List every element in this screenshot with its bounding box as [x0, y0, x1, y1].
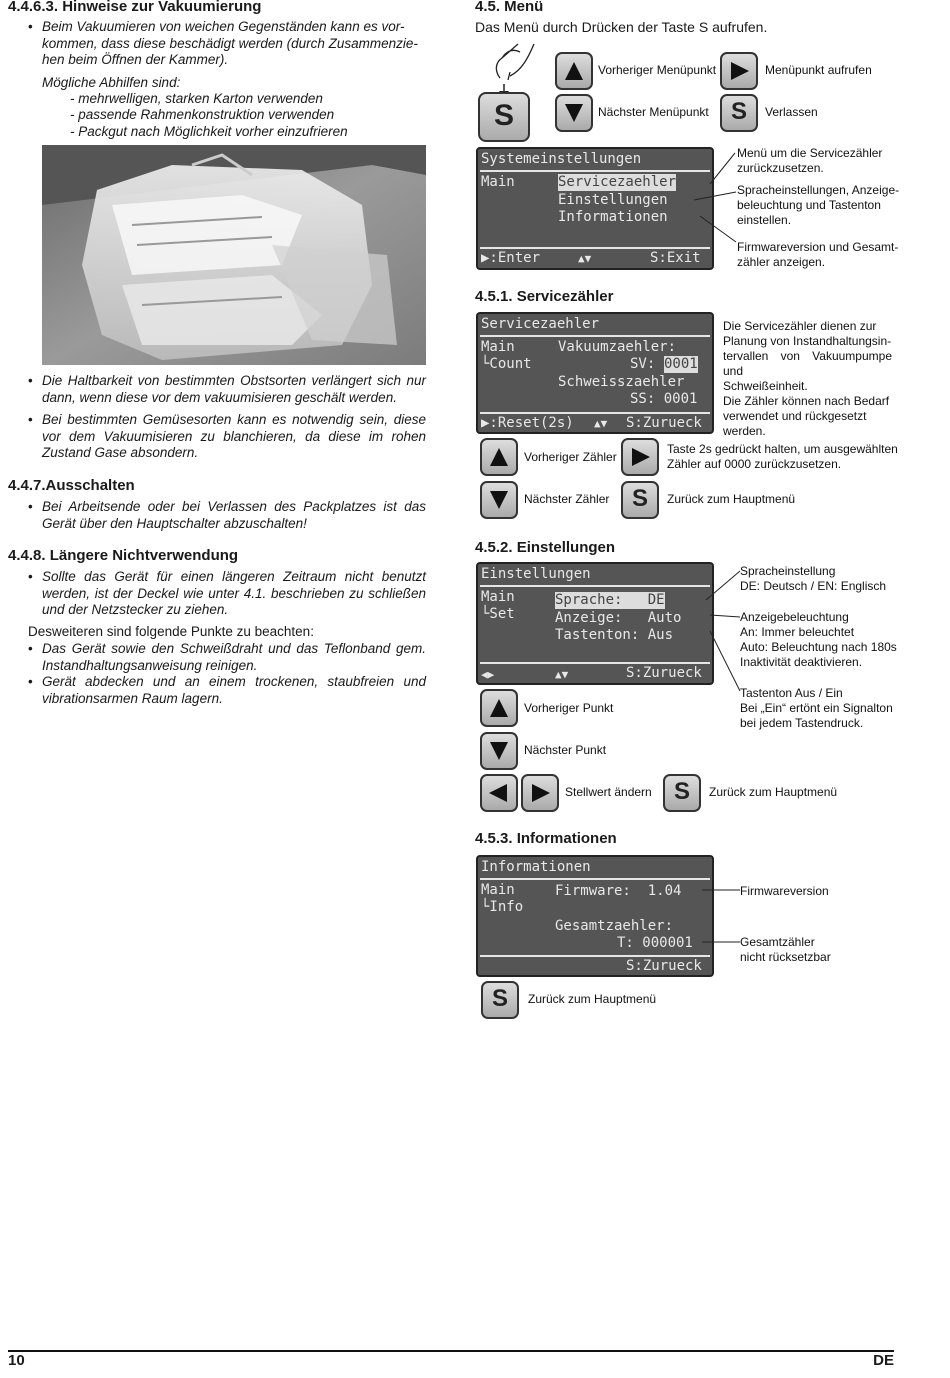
vacuum-bag-photo	[42, 145, 426, 365]
note-sprache: Spracheinstellung DE: Deutsch / EN: Englisch	[740, 564, 887, 593]
lcd-footer-mid: ▲▼	[555, 668, 569, 681]
lcd-title: Servicezaehler	[481, 316, 600, 332]
lcd-schweisszaehler: Schweisszaehler	[558, 374, 685, 390]
label-down-settings: Nächster Punkt	[524, 743, 607, 757]
lcd-footer-mid: ▲▼	[578, 252, 592, 265]
lcd-anzeige[interactable]: Anzeige: Auto	[555, 610, 682, 626]
lcd-footer-left: ▶:Enter	[481, 250, 541, 266]
note-anzeige: Anzeigebeleuchtung An: Immer beleuchtet Auto: Beleuchtung nach 180s Inaktivität deaktivieren.	[740, 610, 897, 669]
lcd-item-servicezaehler[interactable]: Servicezaehler	[558, 174, 677, 190]
lcd-side-count: └Count	[481, 356, 532, 372]
bullet-list-448b	[26, 641, 426, 707]
s-key-info[interactable]: S	[481, 981, 519, 1019]
lcd-side-main: Main	[481, 339, 515, 355]
heading-45: 4.5. Menü	[475, 0, 544, 15]
finger-press-icon	[488, 40, 548, 100]
left-key-settings[interactable]	[480, 774, 518, 812]
right-key-settings[interactable]	[521, 774, 559, 812]
lcd-gesamtzaehler: Gesamtzaehler:	[555, 918, 674, 934]
lcd-vakuumzaehler: Vakuumzaehler:	[558, 339, 677, 355]
heading-448: 4.4.8. Längere Nichtverwendung	[8, 547, 239, 564]
lcd-footer-right: S:Zurueck	[626, 958, 702, 974]
down-key-settings[interactable]	[480, 732, 518, 770]
lcd-informationen	[476, 855, 714, 977]
s-key-service[interactable]: S	[621, 481, 659, 519]
lcd-side-main: Main	[481, 882, 515, 898]
remedy-title: Mögliche Abhilfen sind:	[42, 75, 181, 90]
points-intro: Desweiteren sind folgende Punkte zu beachten:	[28, 624, 314, 639]
bullet-list-447	[26, 499, 426, 532]
bullet-soft-items: • Beim Vakuumieren von weichen Gegenständen kann es vor- kommen, dass diese beschädigt werden (durch Zusammenzie- hen beim Öffnen der Kammer).	[26, 19, 426, 69]
remedy-1: - mehrwelligen, starken Karton verwenden	[70, 91, 323, 106]
label-leftright-settings: Stellwert ändern	[565, 785, 652, 799]
label-down-service: Nächster Zähler	[524, 492, 610, 506]
note-servicezaehler: Menü um die Servicezähler zurückzusetzen.	[737, 146, 883, 175]
lcd-servicezaehler	[476, 312, 714, 434]
remedy-2: - passende Rahmenkonstruktion verwenden	[70, 107, 335, 122]
label-down-menu: Nächster Menüpunkt	[598, 105, 709, 119]
lcd-system-settings	[476, 147, 714, 270]
down-key-service[interactable]	[480, 481, 518, 519]
label-s-settings: Zurück zum Hauptmenü	[709, 785, 838, 799]
note-informationen: Firmwareversion und Gesamt- zähler anzeigen.	[737, 240, 899, 269]
lcd-item-informationen[interactable]: Informationen	[558, 209, 668, 225]
label-right-menu: Menüpunkt aufrufen	[765, 63, 872, 77]
lcd-total-value: T: 000001	[617, 935, 693, 951]
menu-intro: Das Menü durch Drücken der Taste S aufrufen.	[475, 19, 768, 35]
bullet-list-4463b	[26, 373, 426, 462]
note-tastenton: Tastenton Aus / Ein Bei „Ein“ ertönt ein Signalton bei jedem Tastendruck.	[740, 686, 893, 730]
heading-451: 4.5.1. Servicezähler	[475, 288, 614, 305]
service-description: Die Servicezähler dienen zur Planung von Instandhaltungsin- tervallen von Vakuumpumpe und Schweißeinheit. Die Zähler können nach Bedarf verwendet und rückgesetzt werden.	[723, 319, 892, 438]
s-key-settings[interactable]: S	[663, 774, 701, 812]
bullet-fruit: • Die Haltbarkeit von bestimmten Obstsorten verlängert sich nur dann, wenn diese vor dem vakuumisieren geschält werden.	[26, 373, 426, 406]
label-s-info: Zurück zum Hauptmenü	[528, 992, 657, 1006]
page-number: 10	[8, 1352, 25, 1369]
down-key-menu[interactable]	[555, 94, 593, 132]
footer-rule	[8, 1350, 894, 1352]
label-up-service: Vorheriger Zähler	[524, 450, 617, 464]
lcd-tastenton[interactable]: Tastenton: Aus	[555, 627, 674, 643]
lcd-footer-right: S:Exit	[650, 250, 701, 266]
lcd-footer-left: ▶:Reset(2s)	[481, 415, 574, 431]
bullet-clean: • Das Gerät sowie den Schweißdraht und das Teflonband gem. Instandhaltungsanweisung reinigen.	[26, 641, 426, 674]
label-s-menu: Verlassen	[765, 105, 818, 119]
lcd-side: Main	[481, 174, 515, 190]
label-right-service: Taste 2s gedrückt halten, um ausgewählten Zähler auf 0000 zurückzusetzen.	[667, 442, 898, 471]
lcd-footer-mid: ▲▼	[594, 417, 608, 430]
s-key-large[interactable]: S	[478, 92, 530, 142]
label-up-settings: Vorheriger Punkt	[524, 701, 614, 715]
label-s-service: Zurück zum Hauptmenü	[667, 492, 796, 506]
lcd-title: Systemeinstellungen	[481, 151, 642, 167]
bullet-long-storage: • Sollte das Gerät für einen längeren Zeitraum nicht benutzt werden, ist der Deckel wie unter 4.1. beschrieben zu schließen und der Netzstecker zu ziehen.	[26, 569, 426, 619]
s-key-menu[interactable]: S	[720, 94, 758, 132]
lcd-side-set: └Set	[481, 606, 515, 622]
lcd-footer-right: S:Zurueck	[626, 415, 702, 431]
note-einstellungen: Spracheinstellungen, Anzeige- beleuchtung und Tastenton einstellen.	[737, 183, 900, 227]
up-key-service[interactable]	[480, 438, 518, 476]
heading-452: 4.5.2. Einstellungen	[475, 539, 616, 556]
lcd-ss-value: SS: 0001	[630, 391, 698, 407]
language-code: DE	[873, 1352, 894, 1369]
lcd-side-info: └Info	[481, 899, 524, 915]
heading-4463: 4.4.6.3. Hinweise zur Vakuumierung	[8, 0, 262, 15]
bullet-list-4463a	[26, 19, 426, 69]
bullet-cover: • Gerät abdecken und an einem trockenen, staubfreien und vibrationsarmen Raum lagern.	[26, 674, 426, 707]
lcd-firmware: Firmware: 1.04	[555, 883, 682, 899]
lcd-sprache[interactable]: Sprache: DE	[555, 592, 665, 608]
lcd-sv-label: SV:	[630, 356, 656, 372]
lcd-footer-right: S:Zurueck	[626, 665, 702, 681]
lcd-einstellungen	[476, 562, 714, 685]
lcd-sv-value[interactable]: 0001	[664, 356, 698, 372]
up-key-menu[interactable]	[555, 52, 593, 90]
heading-447: 4.4.7.Ausschalten	[8, 477, 135, 494]
bullet-switch-off: • Bei Arbeitsende oder bei Verlassen des Packplatzes ist das Gerät über den Hauptschalter abzuschalten!	[26, 499, 426, 532]
note-gesamtzaehler: Gesamtzähler nicht rücksetzbar	[740, 935, 831, 964]
bullet-vegetables: • Bei bestimmten Gemüsesorten kann es notwendig sein, diese vor dem Vakuumisieren zu blanchieren, da diese im rohen Zustand Gase absondern.	[26, 412, 426, 462]
lcd-item-einstellungen[interactable]: Einstellungen	[558, 192, 668, 208]
bullet-list-448	[26, 569, 426, 619]
up-key-settings[interactable]	[480, 689, 518, 727]
remedy-3: - Packgut nach Möglichkeit vorher einzufrieren	[70, 124, 348, 139]
heading-453: 4.5.3. Informationen	[475, 830, 617, 847]
label-up-menu: Vorheriger Menüpunkt	[598, 63, 717, 77]
lcd-footer-left: ◀▶	[481, 668, 495, 681]
right-key-service[interactable]	[621, 438, 659, 476]
right-key-menu[interactable]	[720, 52, 758, 90]
lcd-title: Informationen	[481, 859, 591, 875]
lcd-side-main: Main	[481, 589, 515, 605]
lcd-title: Einstellungen	[481, 566, 591, 582]
note-firmware: Firmwareversion	[740, 884, 829, 898]
